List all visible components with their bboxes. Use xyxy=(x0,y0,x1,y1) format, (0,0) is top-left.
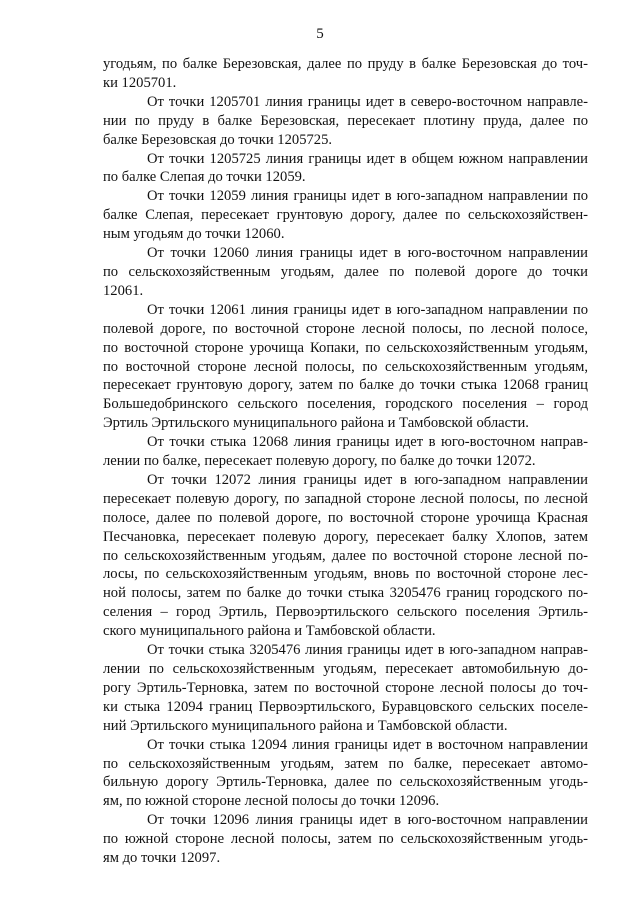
paragraph xyxy=(103,736,588,812)
text-line: От точки 12060 линия границы идет в юго-восточном направлении xyxy=(147,245,588,262)
paragraph xyxy=(103,433,588,471)
text-line: по сельскохозяйственным угодьям, далее по восточной стороне лесной по- xyxy=(103,547,588,564)
page-number: 5 xyxy=(316,26,324,42)
text-line: Песчановка, пересекает полевую дорогу, пересекает балку Хлопов, затем xyxy=(103,528,588,545)
text-line: От точки стыка 12094 линия границы идет в восточном направлении xyxy=(147,736,588,753)
paragraph xyxy=(103,641,588,736)
text-line: полевой дороге, по восточной стороне лесной полосы, по лесной полосе, xyxy=(103,320,588,337)
text-line: ям до точки 12097. xyxy=(103,850,221,867)
text-line: пересекает полевую дорогу, по западной стороне лесной полосы, по лесной xyxy=(103,490,588,507)
text-line: Эртиль Эртильского муниципального района и Тамбовской области. xyxy=(103,415,529,432)
text-line: От точки 12072 линия границы идет в юго-западном направлении xyxy=(147,471,588,488)
text-line: От точки 12061 линия границы идет в юго-западном направлении по xyxy=(147,301,588,318)
text-line: балке Березовская до точки 1205725. xyxy=(103,131,333,148)
text-line: От точки 12059 линия границы идет в юго-западном направлении по xyxy=(147,188,588,205)
text-line: лосы, по сельскохозяйственным угодьям, вновь по восточной стороне лес- xyxy=(103,566,588,583)
text-line: 12061. xyxy=(103,282,144,299)
text-line: От точки 12096 линия границы идет в юго-восточном направлении xyxy=(147,812,588,829)
text-line: От точки стыка 12068 линия границы идет в юго-восточном направ- xyxy=(147,434,588,451)
text-line: ского муниципального района и Тамбовской области. xyxy=(103,623,436,640)
paragraph xyxy=(103,301,588,433)
text-line: бильную дорогу Эртиль-Терновка, далее по сельскохозяйственным угодь- xyxy=(103,774,588,791)
text-line: От точки стыка 3205476 линия границы идет в юго-западном направ- xyxy=(147,642,588,659)
text-line: ным угодьям до точки 12060. xyxy=(103,226,285,243)
paragraph xyxy=(103,811,588,868)
text-line: по сельскохозяйственным угодьям, затем по балке, пересекает автомо- xyxy=(103,755,588,772)
text-line: Большедобринского сельского поселения, городского поселения – город xyxy=(103,396,588,413)
text-line: рогу Эртиль-Терновка, затем по восточной стороне лесной полосы до точ- xyxy=(103,679,588,696)
text-line: От точки 1205701 линия границы идет в северо-восточном направле- xyxy=(147,93,588,110)
text-line: по сельскохозяйственным угодьям, далее по полевой дороге до точки xyxy=(103,263,588,280)
text-line: по восточной стороне лесной полосы, по сельскохозяйственным угодьям, xyxy=(103,358,588,375)
text-line: балке Слепая, пересекает грунтовую дорогу, далее по сельскохозяйствен- xyxy=(103,207,588,224)
text-line: пересекает грунтовую дорогу, затем по балке до точки стыка 12068 границ xyxy=(103,377,588,394)
text-line: по восточной стороне урочища Копаки, по сельскохозяйственным угодьям, xyxy=(103,339,588,356)
text-line: полосе, далее по полевой дороге, по восточной стороне урочища Красная xyxy=(103,509,588,526)
paragraph xyxy=(103,244,588,301)
text-line: От точки 1205725 линия границы идет в общем южном направлении xyxy=(147,150,588,167)
text-line: ний Эртильского муниципального района и Тамбовской области. xyxy=(103,717,508,734)
text-line: по балке Слепая до точки 12059. xyxy=(103,169,306,186)
text-line: ной полосы, затем по балке до точки стыка 3205476 границ городского по- xyxy=(103,585,588,602)
text-line: ки стыка 12094 границ Первоэртильского, Буравцовского сельских поселе- xyxy=(103,698,588,715)
paragraph xyxy=(103,150,588,188)
paragraph xyxy=(103,187,588,244)
text-line: лении по сельскохозяйственным угодьям, пересекает автомобильную до- xyxy=(103,661,588,677)
text-line: по южной стороне лесной полосы, затем по сельскохозяйственным угодь- xyxy=(103,831,588,848)
text-line: селения – город Эртиль, Первоэртильского сельского поселения Эртиль- xyxy=(103,604,588,621)
text-line: ям, по южной стороне лесной полосы до точки 12096. xyxy=(103,793,440,810)
text-line: угодьям, по балке Березовская, далее по пруду в балке Березовская до точ- xyxy=(103,56,588,72)
document-body xyxy=(103,55,588,868)
paragraph xyxy=(103,55,588,93)
paragraph xyxy=(103,93,588,150)
text-line: ки 1205701. xyxy=(103,74,177,91)
paragraph xyxy=(103,471,588,641)
text-line: лении по балке, пересекает полевую дорогу, по балке до точки 12072. xyxy=(103,453,536,470)
text-line: нии по пруду в балке Березовская, пересекает плотину пруда, далее по xyxy=(103,112,588,129)
